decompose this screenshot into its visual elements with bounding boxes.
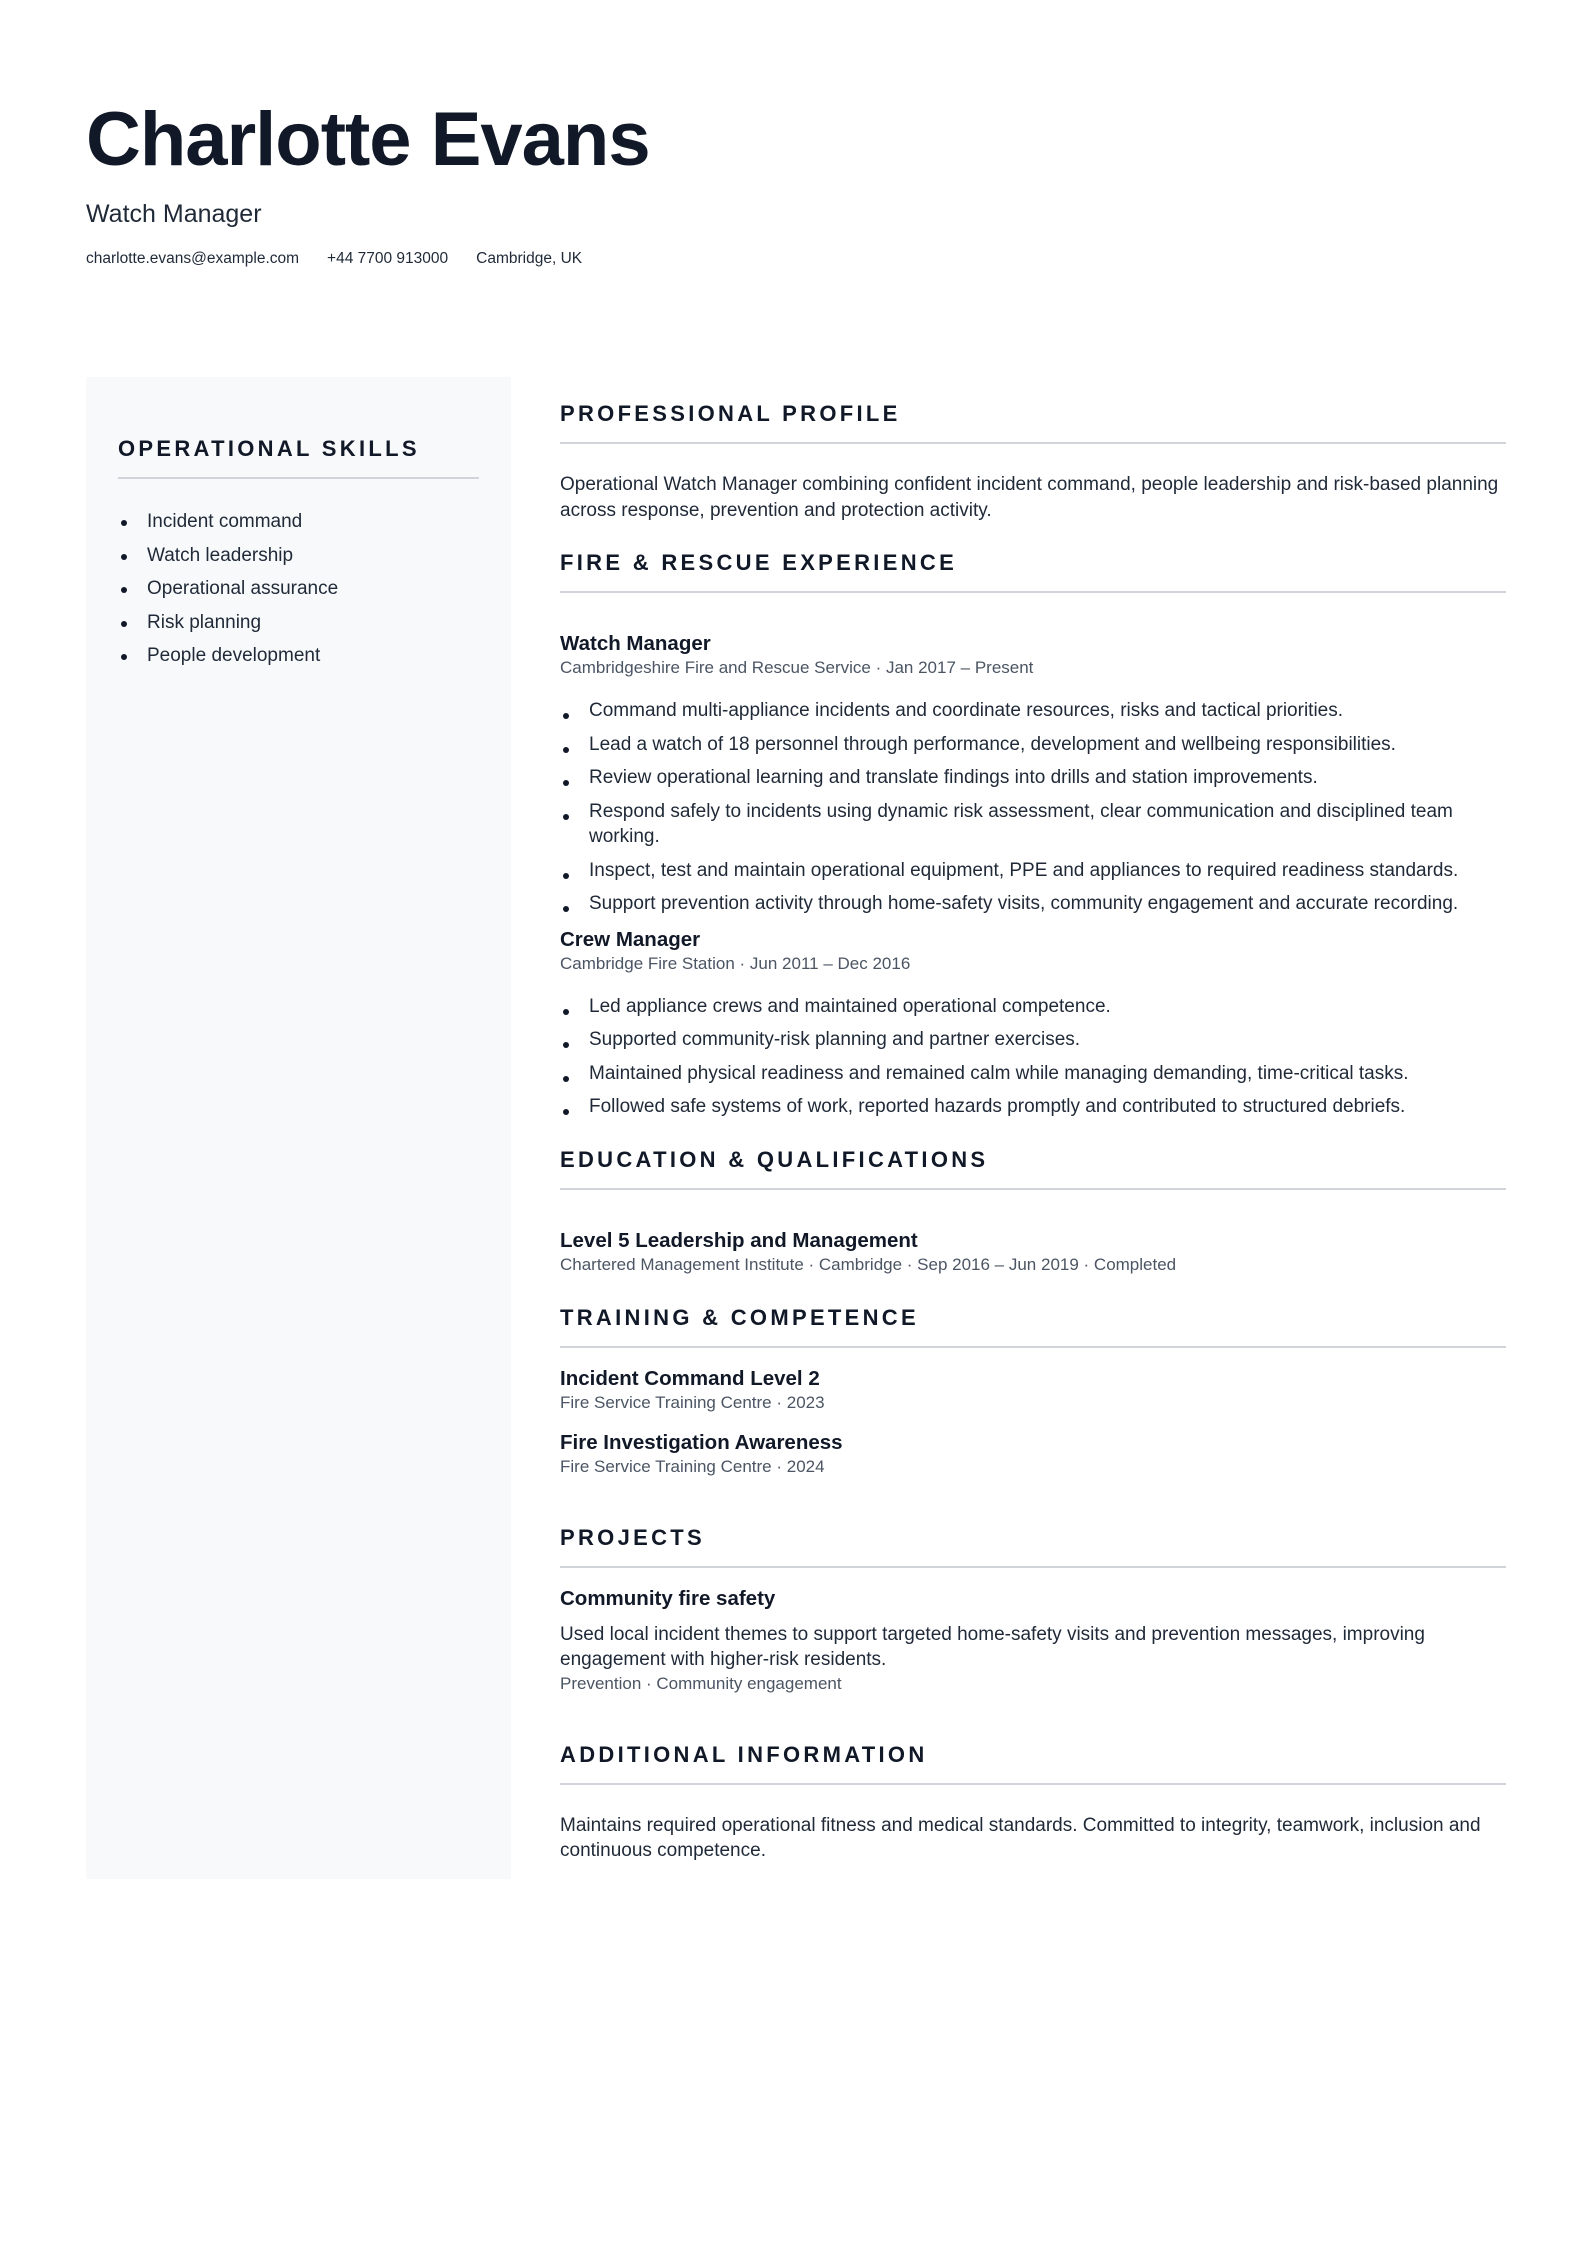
job-bullets [560, 698, 1506, 917]
education-entry [560, 1228, 1506, 1276]
skills-heading: OPERATIONAL SKILLS [118, 435, 479, 479]
experience-heading: FIRE & RESCUE EXPERIENCE [560, 549, 1506, 593]
candidate-role: Watch Manager [86, 200, 262, 228]
contact-email: charlotte.evans@example.com [86, 250, 300, 267]
education-meta: Chartered Management Institute · Cambridge · Sep 2016 – Jun 2019 · Completed [560, 1254, 1177, 1274]
training-section [560, 1304, 1506, 1478]
skill-item: Watch leadership [118, 539, 511, 573]
training-meta: Fire Service Training Centre · 2023 [560, 1392, 825, 1412]
education-heading: EDUCATION & QUALIFICATIONS [560, 1146, 1506, 1190]
experience-section [560, 549, 1506, 1120]
profile-text: Operational Watch Manager combining confident incident command, people leadership and risk-based planning across response, prevention and protection activity. [560, 474, 1499, 521]
additional-heading: ADDITIONAL INFORMATION [560, 1741, 1506, 1785]
job-bullets [560, 994, 1506, 1120]
job-bullet: Lead a watch of 18 personnel through performance, development and wellbeing responsibilities. [560, 732, 1506, 758]
job-bullet: Led appliance crews and maintained operational competence. [560, 994, 1506, 1020]
additional-text: Maintains required operational fitness and medical standards. Committed to integrity, teamwork, inclusion and continuous competence. [560, 1814, 1481, 1861]
profile-section [560, 400, 1506, 523]
training-title: Incident Command Level 2 [560, 1366, 820, 1390]
contact-line [86, 250, 650, 268]
resume-header [86, 92, 650, 268]
sidebar [86, 377, 511, 1879]
job-entry [560, 927, 1506, 1120]
skill-item: People development [118, 639, 511, 673]
contact-phone: +44 7700 913000 [327, 250, 449, 267]
training-heading: TRAINING & COMPETENCE [560, 1304, 1506, 1348]
training-meta: Fire Service Training Centre · 2024 [560, 1456, 825, 1476]
skill-item: Risk planning [118, 606, 511, 640]
job-bullet: Respond safely to incidents using dynamic risk assessment, clear communication and disciplined team working. [560, 799, 1506, 850]
job-bullet: Maintained physical readiness and remained calm while managing demanding, time-critical tasks. [560, 1061, 1506, 1087]
job-bullet: Support prevention activity through home-safety visits, community engagement and accurate recording. [560, 891, 1506, 917]
job-meta: Cambridgeshire Fire and Rescue Service · Jan 2017 – Present [560, 658, 1034, 677]
project-title: Community fire safety [560, 1586, 776, 1610]
job-title: Watch Manager [560, 632, 711, 655]
profile-heading: PROFESSIONAL PROFILE [560, 400, 1506, 444]
skill-item: Incident command [118, 505, 511, 539]
projects-section [560, 1524, 1506, 1695]
training-entry [560, 1430, 1506, 1478]
education-section [560, 1146, 1506, 1276]
job-bullet: Review operational learning and translate findings into drills and station improvements. [560, 765, 1506, 791]
training-title: Fire Investigation Awareness [560, 1430, 843, 1454]
main-column [560, 400, 1506, 1864]
projects-heading: PROJECTS [560, 1524, 1506, 1568]
job-bullet: Command multi-appliance incidents and coordinate resources, risks and tactical priorities. [560, 698, 1506, 724]
job-entry [560, 631, 1506, 917]
job-bullet: Inspect, test and maintain operational equipment, PPE and appliances to required readiness standards. [560, 858, 1506, 884]
job-title: Crew Manager [560, 927, 701, 951]
job-bullet: Supported community-risk planning and partner exercises. [560, 1027, 1506, 1053]
skills-list [118, 505, 511, 673]
candidate-name: Charlotte Evans [86, 97, 650, 182]
contact-location: Cambridge, UK [476, 250, 583, 267]
education-title: Level 5 Leadership and Management [560, 1228, 918, 1252]
job-bullet: Followed safe systems of work, reported hazards promptly and contributed to structured debriefs. [560, 1094, 1506, 1120]
skill-item: Operational assurance [118, 572, 511, 606]
project-tags: Prevention · Community engagement [560, 1673, 842, 1693]
project-text: Used local incident themes to support targeted home-safety visits and prevention messages, improving engagement with higher-risk residents. [560, 1623, 1425, 1670]
job-meta: Cambridge Fire Station · Jun 2011 – Dec 2016 [560, 953, 911, 973]
additional-section [560, 1741, 1506, 1864]
training-entry [560, 1366, 1506, 1414]
project-entry [560, 1586, 1506, 1695]
